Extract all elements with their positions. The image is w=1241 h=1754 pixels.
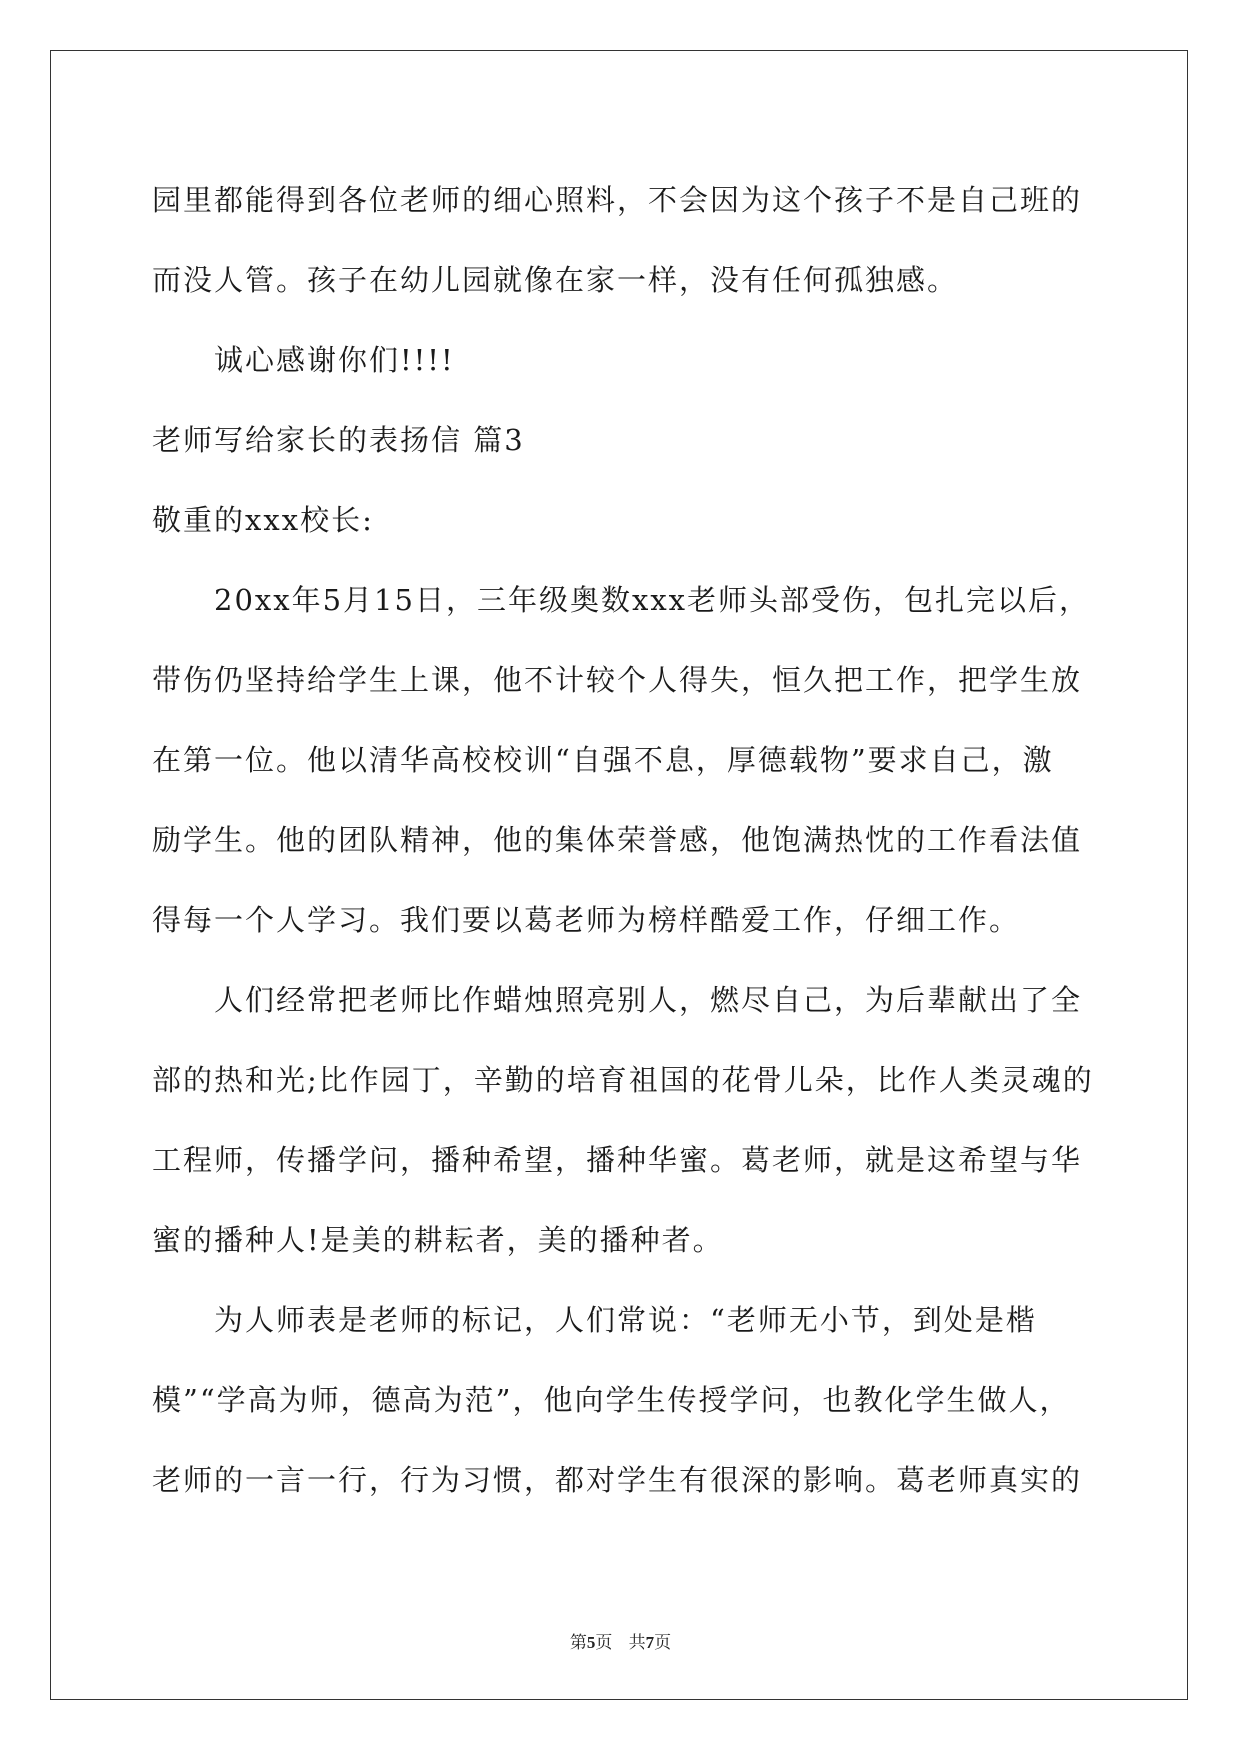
page-footer [0,1628,1241,1653]
text-line-8: 在第一位。他以清华高校校训“自强不息，厚德载物”要求自己，激 [152,743,1054,777]
text-line-3: 诚心感谢你们!!!! [214,343,455,377]
current-page-number: 5 [586,1633,596,1652]
text-line-9: 励学生。他的团队精神，他的集体荣誉感，他饱满热忱的工作看法值 [152,823,1083,857]
text-line-2: 而没人管。孩子在幼儿园就像在家一样，没有任何孤独感。 [152,263,959,297]
footer-total-suffix: 页 [654,1633,672,1653]
salutation: 敬重的xxx校长: [152,503,374,537]
text-line-11: 人们经常把老师比作蜡烛照亮别人，燃尽自己，为后辈献出了全 [214,983,1083,1017]
text-line-15: 为人师表是老师的标记，人们常说：“老师无小节，到处是楷 [214,1303,1037,1337]
text-line-10: 得每一个人学习。我们要以葛老师为榜样酷爱工作，仔细工作。 [152,903,1021,937]
text-line-17: 老师的一言一行，行为习惯，都对学生有很深的影响。葛老师真实的 [152,1463,1083,1497]
section-heading: 老师写给家长的表扬信 篇3 [152,423,525,457]
text-line-16: 模”“学高为师，德高为范”，他向学生传授学问，也教化学生做人， [152,1383,1071,1417]
text-line-6: 20xx年5月15日，三年级奥数xxx老师头部受伤，包扎完以后， [214,583,1091,617]
text-line-12: 部的热和光;比作园丁，辛勤的培育祖国的花骨儿朵，比作人类灵魂的 [152,1063,1094,1097]
document-body [152,160,1092,1520]
total-page-number: 7 [645,1633,655,1652]
text-line-14: 蜜的播种人!是美的耕耘者，美的播种者。 [152,1223,724,1257]
text-line-1: 园里都能得到各位老师的细心照料，不会因为这个孩子不是自己班的 [152,183,1083,217]
footer-page-suffix: 页 [595,1633,613,1653]
text-line-13: 工程师，传播学问，播种希望，播种华蜜。葛老师，就是这希望与华 [152,1143,1083,1177]
footer-prefix: 第 [569,1633,587,1653]
footer-total-prefix: 共 [628,1633,646,1653]
text-line-7: 带伤仍坚持给学生上课，他不计较个人得失，恒久把工作，把学生放 [152,663,1083,697]
